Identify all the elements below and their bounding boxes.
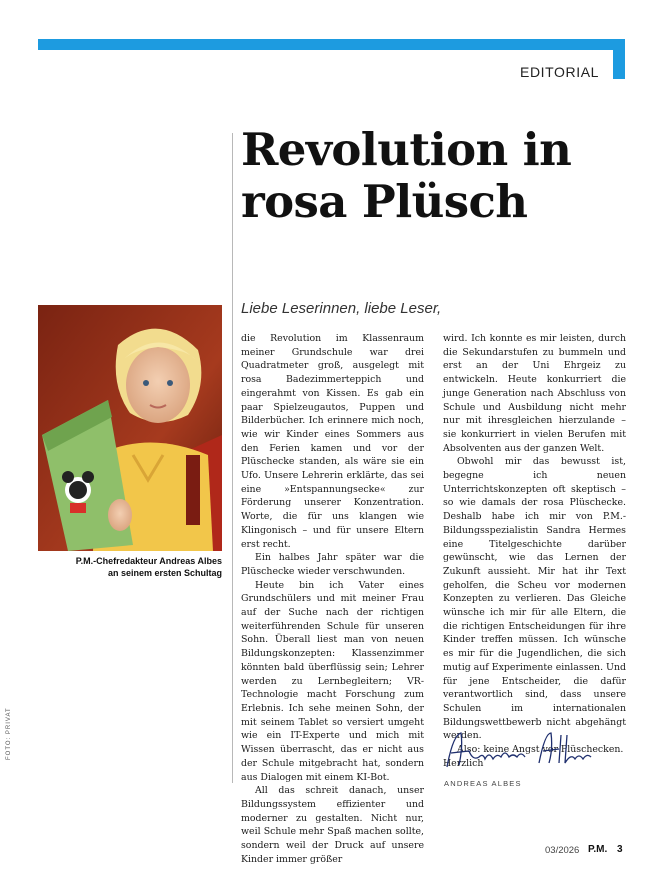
paragraph: Obwohl mir das bewusst ist, begegne ich neuen Unterrichtskonzepten oft skeptisch – so wie damals der rosa Plüschecke. Deshalb habe ich mir von P.M.-Bildungsspezialistin Sandra Hermes eine Titelgeschichte darüber gewünscht, wie das Lernen der Zukunft aussieht. Mir hat ihr Text geholfen, die Scheu vor modernen Konzepten zu verlieren. Das Gleiche wünsche ich mir für alle Eltern, die die richtigen Entscheidungen für ihre Kinder treffen müssen. Ich wünsche es mir für die Jugendlichen, die sich mutig auf Experimente einlassen. Und für jene Entscheider, die dafür verantwortlich sind, dass unsere Schulen im internationalen Bildungswettbewerb nicht abgehängt werden. [443, 456, 626, 742]
paragraph: Also: keine Angst vor Plüschecken. [457, 744, 624, 756]
photo-caption-line-1: P.M.-Chefredakteur Andreas Albes [75, 556, 222, 566]
handwritten-signature [443, 727, 593, 777]
signature-name: ANDREAS ALBES [444, 779, 522, 788]
photo-credit: FOTO: PRIVAT [6, 707, 12, 760]
body-column-2 [443, 332, 626, 771]
closing-salutation: Herzlich [443, 757, 484, 769]
greeting: Liebe Leserinnen, liebe Leser, [241, 300, 442, 317]
paragraph: wird. Ich konnte es mir leisten, durch die Sekundarstufen zu bummeln und erst an der Uni Ehrgeiz zu entwickeln. Heute konkurriert die junge Generation nach Abschluss von Schule und Ausbildung nicht mehr nur mit ihresgleichen hierzulande – sie konkurriert in vielen Berufen mit Absolventen aus der ganzen Welt. [443, 333, 626, 454]
top-accent-bar-corner [613, 39, 625, 79]
paragraph: All das schreit danach, unser Bildungssystem effizienter und moderner zu gestalten. Nicht nur, weil Schule mehr Spaß machen sollte, sondern weil der Druck auf unsere Kinder immer größer [241, 785, 424, 865]
photo-illustration [38, 305, 222, 551]
paragraph: die Revolution im Klassenraum meiner Grundschule war drei Quadratmeter groß, ausgelegt mit rosa Badezimmerteppich und eingerahmt von Kissen. Es gab ein paar Spielzeugautos, Puppen und Bilderbücher. Ich erinnere mich noch, wie wir Kinder eines Sommers aus den Ferien kamen und vor der Plüschecke standen, als wäre sie ein Ufo. Unsere Lehrerin erklärte, das sei eine »Entspannungsecke« zur Förderung unserer Konzentration. Worte, die für uns klangen wie Klingonisch – und für unsere Eltern erst recht. [241, 333, 424, 550]
body-column-1 [241, 332, 424, 866]
issue-number: 03/2026 [545, 845, 580, 856]
headline-line-1: Revolution in [241, 123, 572, 176]
page-title [241, 124, 641, 228]
photo-caption-line-2: an seinem ersten Schultag [107, 567, 222, 578]
column-divider [232, 133, 233, 783]
top-accent-bar [38, 39, 625, 50]
page-number: 3 [617, 844, 623, 855]
magazine-brand: P.M. [588, 844, 608, 855]
paragraph: Heute bin ich Vater eines Grundschülers und mit meiner Frau auf der Suche nach der richtigen weiterführenden Schule für unseren Sohn. Überall liest man von neuen Bildungskonzepten: Klassenzimmer könnten bald überflüssig sein; Lehrer werden zu Lernbegleitern; VR-Technologie macht Forschung zum Erlebnis. Ich sehe meinen Sohn, der mit seinem Tablet so versiert umgeht wie ein IT-Experte und mich mit Wissen überrascht, das er nicht aus der Schule mitgebracht hat, sondern aus Dialogen mit einem KI-Bot. [241, 579, 424, 783]
section-label: EDITORIAL [520, 64, 600, 80]
photo-caption [38, 556, 222, 579]
paragraph: Ein halbes Jahr später war die Plüschecke wieder verschwunden. [241, 552, 424, 577]
signature-graphic [443, 727, 593, 777]
editor-childhood-photo [38, 305, 222, 551]
headline-line-2: rosa Plüsch [241, 175, 528, 228]
